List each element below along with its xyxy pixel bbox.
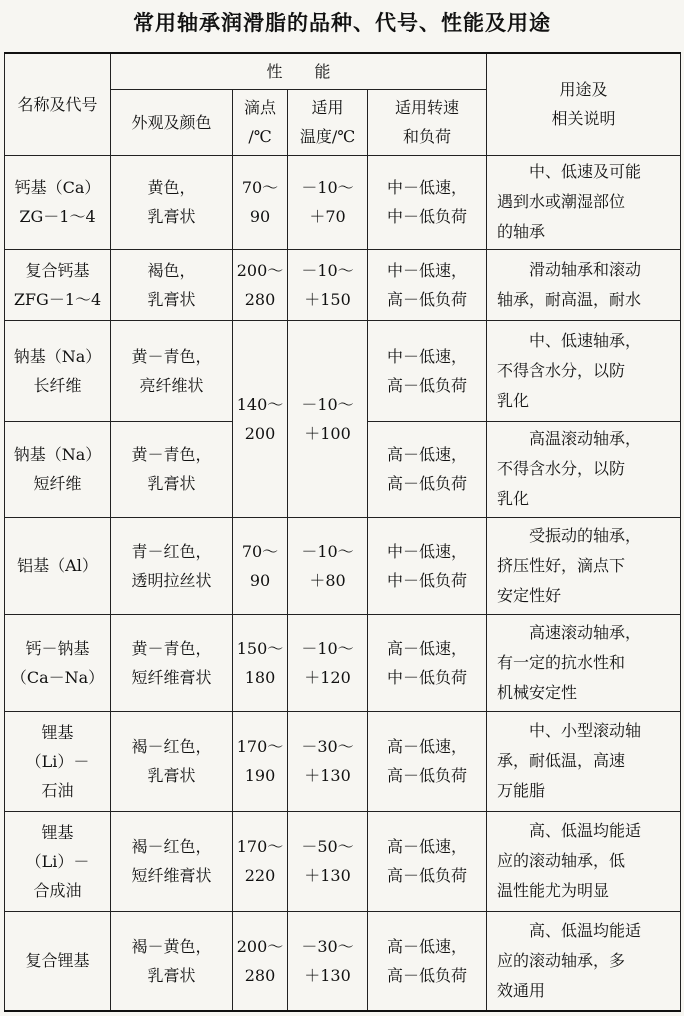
- cell-temperature: －30～ ＋130: [288, 711, 368, 811]
- cell-speed-load: 高－低速， 高－低负荷: [368, 421, 487, 517]
- cell-speed-load: 高－低速， 高－低负荷: [368, 911, 487, 1011]
- table-row: [5, 249, 681, 320]
- cell-drop-point: 70～ 90: [233, 155, 288, 249]
- grease-table: [4, 52, 681, 1012]
- cell-appearance: 褐色， 乳膏状: [111, 249, 233, 320]
- cell-use: 高速滚动轴承， 有一定的抗水性和 机械安定性: [487, 614, 681, 711]
- cell-drop-point: 200～ 280: [233, 249, 288, 320]
- header-speed-load: 适用转速 和负荷: [368, 89, 487, 155]
- header-temperature: 适用 温度/℃: [288, 89, 368, 155]
- cell-temperature-merged: －10～ ＋100: [288, 320, 368, 517]
- cell-temperature: －10～ ＋120: [288, 614, 368, 711]
- cell-drop-point: 170～ 220: [233, 811, 288, 911]
- header-performance: 性 能: [111, 53, 487, 89]
- cell-name: 复合锂基: [5, 911, 111, 1011]
- header-drop-point: 滴点 /℃: [233, 89, 288, 155]
- table-row: [5, 711, 681, 811]
- cell-appearance: 褐－黄色， 乳膏状: [111, 911, 233, 1011]
- cell-speed-load: 高－低速， 高－低负荷: [368, 711, 487, 811]
- table-title: 常用轴承润滑脂的品种、代号、性能及用途: [133, 11, 551, 35]
- cell-drop-point-merged: 140～ 200: [233, 320, 288, 517]
- cell-drop-point: 150～ 180: [233, 614, 288, 711]
- cell-speed-load: 中－低速， 中－低负荷: [368, 517, 487, 614]
- cell-appearance: 黄色， 乳膏状: [111, 155, 233, 249]
- cell-appearance: 黄－青色， 短纤维膏状: [111, 614, 233, 711]
- table-row: [5, 811, 681, 911]
- cell-name: 铝基（Al）: [5, 517, 111, 614]
- cell-name: 钠基（Na） 短纤维: [5, 421, 111, 517]
- cell-temperature: －30～ ＋130: [288, 911, 368, 1011]
- cell-appearance: 黄－青色， 亮纤维状: [111, 320, 233, 421]
- cell-use: 受振动的轴承， 挤压性好，滴点下 安定性好: [487, 517, 681, 614]
- cell-drop-point: 200～ 280: [233, 911, 288, 1011]
- cell-appearance: 黄－青色， 乳膏状: [111, 421, 233, 517]
- header-appearance: 外观及颜色: [111, 89, 233, 155]
- cell-drop-point: 170～ 190: [233, 711, 288, 811]
- cell-use: 高、低温均能适 应的滚动轴承，多 效通用: [487, 911, 681, 1011]
- cell-speed-load: 高－低速， 中－低负荷: [368, 614, 487, 711]
- cell-name: 钠基（Na） 长纤维: [5, 320, 111, 421]
- table-row: [5, 614, 681, 711]
- cell-use: 中、小型滚动轴 承，耐低温，高速 万能脂: [487, 711, 681, 811]
- cell-temperature: －10～ ＋150: [288, 249, 368, 320]
- cell-use: 滑动轴承和滚动 轴承，耐高温，耐水: [487, 249, 681, 320]
- cell-use: 中、低速及可能 遇到水或潮湿部位 的轴承: [487, 155, 681, 249]
- cell-use: 中、低速轴承， 不得含水分，以防 乳化: [487, 320, 681, 421]
- cell-name: 锂基 （Li）－ 石油: [5, 711, 111, 811]
- cell-speed-load: 中－低速， 高－低负荷: [368, 249, 487, 320]
- cell-use: 高、低温均能适 应的滚动轴承，低 温性能尤为明显: [487, 811, 681, 911]
- cell-speed-load: 中－低速， 高－低负荷: [368, 320, 487, 421]
- cell-name: 复合钙基 ZFG－1～4: [5, 249, 111, 320]
- cell-name: 钙基（Ca） ZG－1～4: [5, 155, 111, 249]
- cell-appearance: 青－红色， 透明拉丝状: [111, 517, 233, 614]
- cell-appearance: 褐－红色， 短纤维膏状: [111, 811, 233, 911]
- cell-temperature: －10～ ＋80: [288, 517, 368, 614]
- cell-speed-load: 中－低速， 中－低负荷: [368, 155, 487, 249]
- cell-name: 锂基 （Li）－ 合成油: [5, 811, 111, 911]
- table-row: [5, 911, 681, 1011]
- table-row: [5, 320, 681, 421]
- cell-temperature: －10～ ＋70: [288, 155, 368, 249]
- cell-temperature: －50～ ＋130: [288, 811, 368, 911]
- cell-speed-load: 高－低速， 高－低负荷: [368, 811, 487, 911]
- cell-appearance: 褐－红色， 乳膏状: [111, 711, 233, 811]
- table-row: [5, 155, 681, 249]
- cell-use: 高温滚动轴承， 不得含水分，以防 乳化: [487, 421, 681, 517]
- header-name: 名称及代号: [5, 53, 111, 155]
- table-row: [5, 517, 681, 614]
- header-use: 用途及 相关说明: [487, 53, 681, 155]
- cell-drop-point: 70～ 90: [233, 517, 288, 614]
- cell-name: 钙－钠基 （Ca－Na）: [5, 614, 111, 711]
